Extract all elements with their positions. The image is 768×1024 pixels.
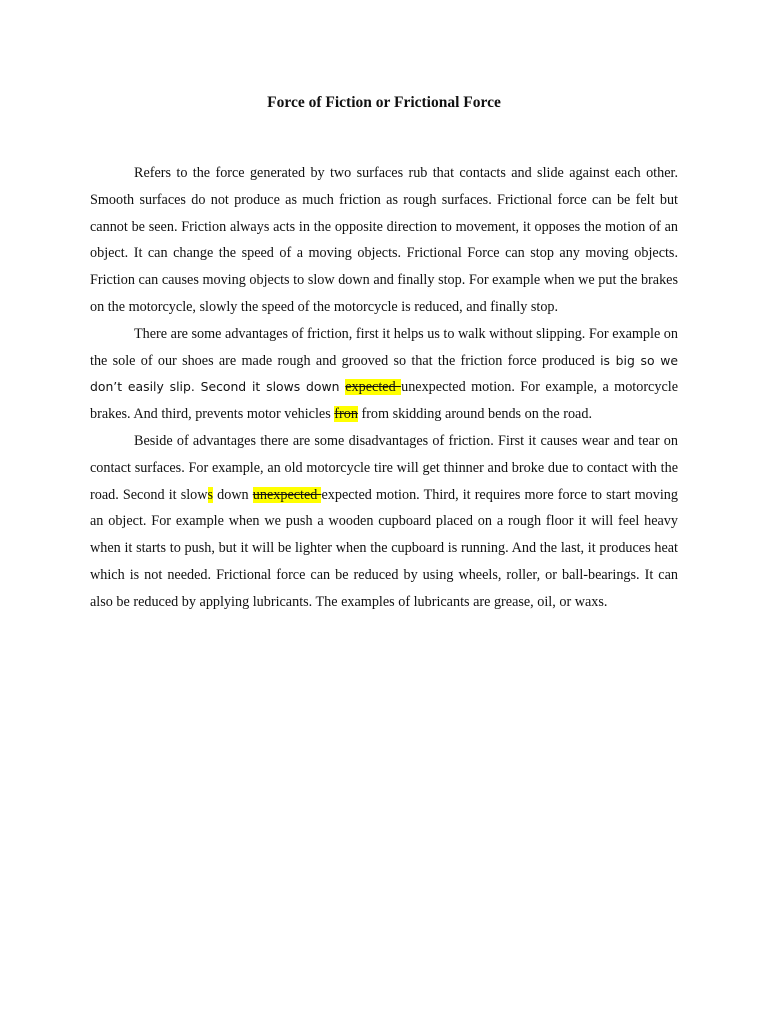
advantages-text-3: from skidding around bends on the road. <box>357 406 592 423</box>
disadvantages-text-3: expected motion. Third, it requires more force to start moving an object. For example when we push a wooden cupboard placed on a rough floor it will feel heavy when it starts to push, but it will be lighter when the cupboard is running. And the last, it produces heat which is not needed. Frictional force can be reduced by using wheels, roller, or ball-bearings. It can also be reduced by applying lubricants. The examples of lubricants are grease, oil, or waxs. <box>90 486 678 610</box>
page-title: Force of Fiction or Frictional Force <box>267 94 501 111</box>
advantages-text-1: There are some advantages of friction, first it helps us to walk without slipping. For example on the sole of our shoes are made rough and grooved so that the friction force produced <box>90 325 678 369</box>
inserted-letter-s: s <box>207 486 214 503</box>
deleted-word-fron: fron <box>334 406 358 423</box>
disadvantages-text-1: Beside of advantages there are some disadvantages of friction. First it causes wear and tear on contact surfaces. For example, an old motorcycle tire will get thinner and broke due to contact with the road. Second it slow <box>90 432 678 503</box>
deleted-word-expected: expected <box>345 379 402 396</box>
advantages-text-2: unexpected motion. For example, a motorcycle brakes. And third, prevents motor vehicles <box>90 379 678 423</box>
paragraph-advantages <box>90 321 678 428</box>
advantages-text-alt-font: is big so we don’t easily slip. Second it slows down <box>90 352 678 395</box>
disadvantages-text-2: down <box>213 486 253 503</box>
paragraph-definition: Refers to the force generated by two surfaces rub that contacts and slide against each other. Smooth surfaces do not produce as much friction as rough surfaces. Frictional force can be felt but cannot be seen. Friction always acts in the opposite direction to movement, it opposes the motion of an object. It can change the speed of a moving objects. Frictional Force can stop any moving objects. Friction can causes moving objects to slow down and finally stop. For example when we put the brakes on the motorcycle, slowly the speed of the motorcycle is reduced, and finally stop. <box>90 165 678 315</box>
document-body <box>90 160 678 616</box>
paragraph-disadvantages <box>90 428 678 616</box>
deleted-word-unexpected: unexpected <box>252 486 322 503</box>
